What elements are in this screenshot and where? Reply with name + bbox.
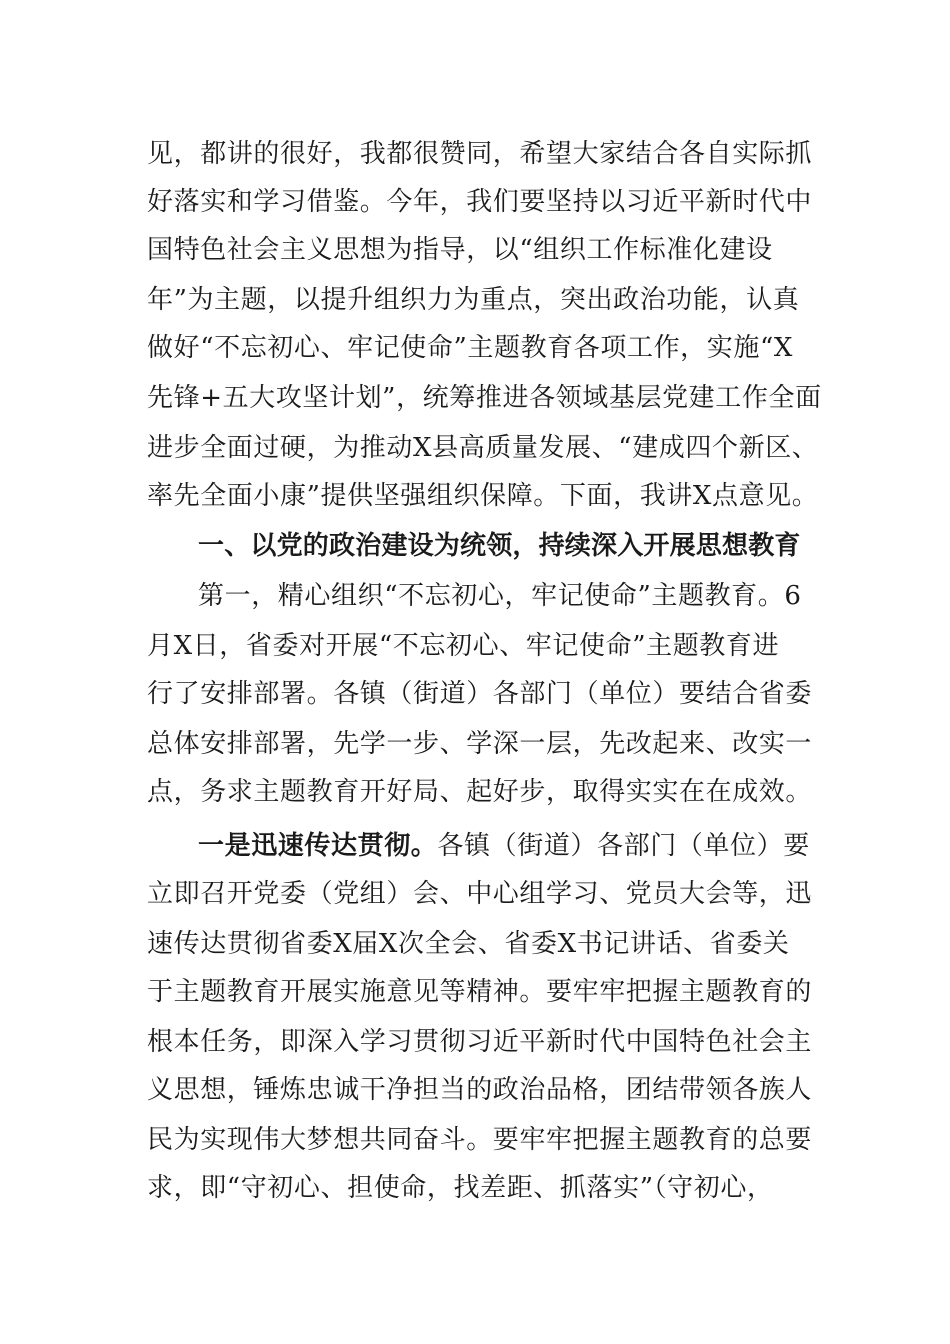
paragraph-line: 义思想，锤炼忠诚干净担当的政治品格，团结带领各族人 bbox=[147, 1075, 813, 1105]
paragraph-line: 速传达贯彻省委X届X次全会、省委X书记讲话、省委关 bbox=[147, 929, 790, 959]
paragraph-line bbox=[198, 822, 898, 870]
paragraph-line: 国特色社会主义思想为指导，以“组织工作标准化建设 bbox=[147, 235, 773, 265]
paragraph-line: 根本任务，即深入学习贯彻习近平新时代中国特色社会主 bbox=[147, 1027, 813, 1057]
paragraph-line: 月X日，省委对开展“不忘初心、牢记使命”主题教育进 bbox=[147, 631, 780, 661]
paragraph-line: 总体安排部署，先学一步、学深一层，先改起来、改实一 bbox=[147, 729, 813, 759]
paragraph-line: 民为实现伟大梦想共同奋斗。要牢牢把握主题教育的总要 bbox=[147, 1125, 813, 1155]
paragraph-line: 第一，精心组织“不忘初心，牢记使命”主题教育。6 bbox=[198, 581, 802, 611]
paragraph-line: 立即召开党委（党组）会、中心组学习、党员大会等，迅 bbox=[147, 879, 813, 909]
paragraph-line: 做好“不忘初心、牢记使命”主题教育各项工作，实施“X bbox=[147, 333, 793, 363]
item-lead: 一是迅速传达贯彻。 bbox=[198, 831, 438, 861]
section-heading: 一、以党的政治建设为统领，持续深入开展思想教育 bbox=[198, 531, 801, 561]
paragraph-line: 进步全面过硬，为推动X县高质量发展、“建成四个新区、 bbox=[147, 433, 819, 463]
paragraph-line: 点，务求主题教育开好局、起好步，取得实实在在成效。 bbox=[147, 777, 813, 807]
paragraph-line: 先锋+五大攻坚计划”，统筹推进各领域基层党建工作全面 bbox=[147, 383, 822, 413]
paragraph-line: 年”为主题，以提升组织力为重点，突出政治功能，认真 bbox=[147, 285, 800, 315]
paragraph-line: 见，都讲的很好，我都很赞同，希望大家结合各自实际抓 bbox=[147, 139, 813, 169]
paragraph-line: 于主题教育开展实施意见等精神。要牢牢把握主题教育的 bbox=[147, 977, 813, 1007]
item-text: 各镇（街道）各部门（单位）要 bbox=[437, 831, 810, 861]
paragraph-line: 行了安排部署。各镇（街道）各部门（单位）要结合省委 bbox=[147, 679, 813, 709]
paragraph-line: 求，即“守初心、担使命，找差距、抓落实”（守初心， bbox=[147, 1173, 774, 1203]
paragraph-line: 率先全面小康”提供坚强组织保障。下面，我讲X点意见。 bbox=[147, 481, 819, 511]
paragraph-line: 好落实和学习借鉴。今年，我们要坚持以习近平新时代中 bbox=[147, 187, 813, 217]
